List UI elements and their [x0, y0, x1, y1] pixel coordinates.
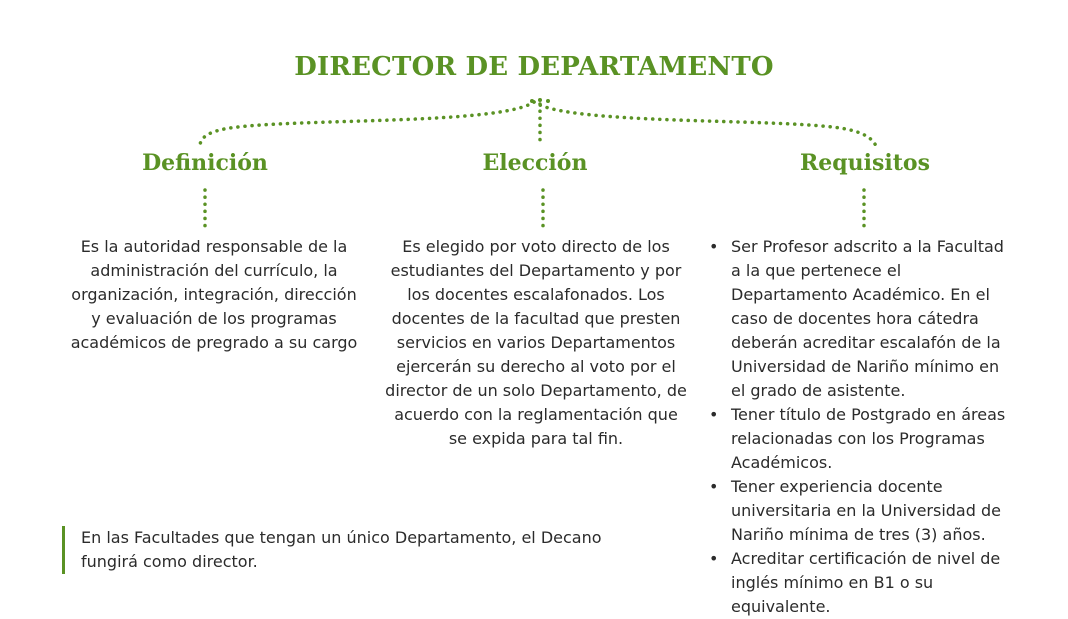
connector-left-arc [200, 102, 534, 146]
connector-right-arc [534, 102, 876, 146]
requisito-item: • Tener experiencia docente universitaria en la Universidad de Nariño mínima de tres (3) años. [707, 475, 1007, 547]
page-title: DIRECTOR DE DEPARTAMENTO [294, 52, 774, 82]
heading-definicion: Definición [142, 150, 268, 176]
requisito-item: • Tener título de Postgrado en áreas relacionadas con los Programas Académicos. [707, 403, 1007, 475]
eleccion-text: Es elegido por voto directo de los estudiantes del Departamento y por los docentes escalafonados. Los docentes de la facultad que presten servicios en varios Departamentos ejercerán su derecho al voto por el director de un solo Departamento, de acuerdo con la reglamentación que se expida para tal fin. [385, 237, 687, 448]
heading-requisitos: Requisitos [800, 150, 930, 176]
requisitos-list [707, 235, 1007, 619]
definicion-text: Es la autoridad responsable de la administración del currículo, la organización, integración, dirección y evaluación de los programas académicos de pregrado a su cargo [70, 237, 358, 352]
requisito-item: • Ser Profesor adscrito a la Facultad a la que pertenece el Departamento Académico. En el caso de docentes hora cátedra deberán acreditar escalafón de la Universidad de Nariño mínimo en el grado de asistente. [707, 235, 1007, 403]
heading-eleccion: Elección [482, 150, 588, 176]
footnote: En las Facultades que tengan un único Departamento, el Decano fungirá como director. [62, 526, 611, 574]
requisito-item: • Acreditar certificación de nivel de inglés mínimo en B1 o su equivalente. [707, 547, 1007, 619]
